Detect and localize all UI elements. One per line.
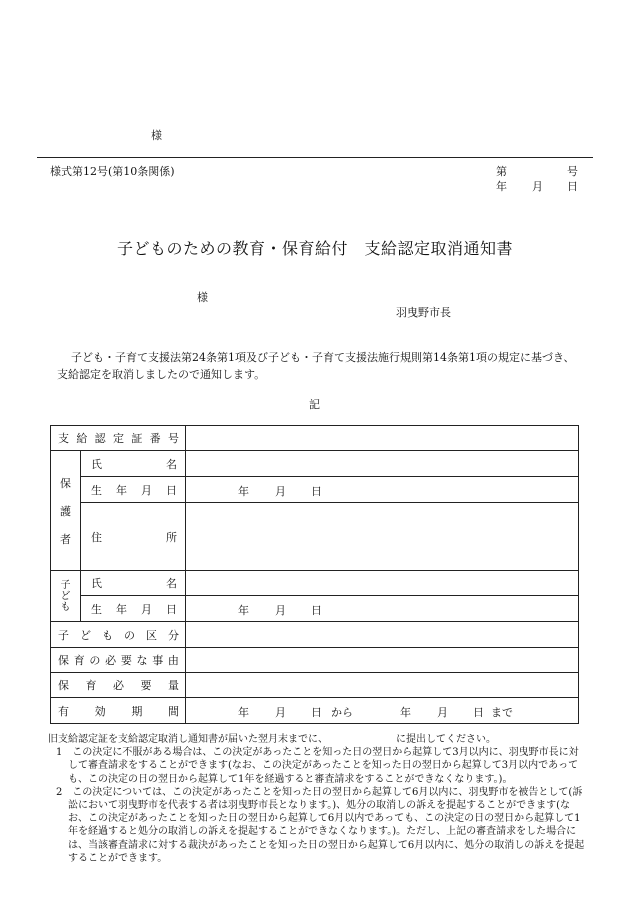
addressee-honorific: 様 [197, 291, 208, 304]
note-item-2: 2 この決定については、この決定があったことを知った日の翌日から起算して6月以内に、羽曳野市を被告として(訴訟において羽曳野市を代表する者は羽曳野市長となります。)、処分の取消しの訴えを提起することができます(なお、この決定があったことを知った日の翌日から起算して6月以内であっても、この決定の日の翌日から起算して1年を経過すると処分の取消しの訴えを提起することができなくなります。)。ただし、上記の審査請求をした場合には、当該審査請求に対する裁決があったことを知った日の翌日から起算して6月以内に、処分の取消しの訴えを提起することができます。 [56, 786, 585, 864]
label-child-name: 氏 名 [81, 571, 186, 596]
header-rule [37, 157, 593, 158]
value-care-amount [186, 673, 579, 698]
label-child-category: 子 ど も の 区 分 [51, 622, 186, 648]
row-care-reason [51, 648, 579, 673]
value-guardian-name [186, 451, 579, 477]
doc-number-dai: 第 [496, 165, 507, 178]
row-valid-period [51, 698, 579, 724]
label-cert-number: 支 給 認 定 証 番 号 [51, 426, 186, 451]
label-valid-period: 有 効 期 間 [51, 698, 186, 724]
value-child-category [186, 622, 579, 648]
value-child-name [186, 571, 579, 596]
value-cert-number [186, 426, 579, 451]
value-guardian-address [186, 503, 579, 571]
label-guardian-birth: 生 年 月 日 [81, 477, 186, 503]
row-guardian-name [51, 451, 579, 477]
label-care-reason: 保 育 の 必 要 な 事 由 [51, 648, 186, 673]
form-number: 様式第12号(第10条関係) [50, 165, 175, 178]
issue-date-day: 日 [567, 180, 578, 193]
row-child-category [51, 622, 579, 648]
label-guardian-group: 保 護 者 [51, 451, 81, 571]
notes-section [48, 733, 588, 865]
label-care-amount: 保 育 必 要 量 [51, 673, 186, 698]
label-child-group: 子 ど も [51, 571, 81, 622]
value-valid-period: 年 月 日 から 年 月 日 まで [186, 698, 579, 724]
doc-number-go: 号 [567, 165, 578, 178]
ki-heading: 記 [309, 398, 320, 411]
row-child-birth [51, 596, 579, 622]
row-child-name [51, 571, 579, 596]
value-care-reason [186, 648, 579, 673]
document-title: 子どものための教育・保育給付 支給認定取消通知書 [116, 239, 513, 258]
row-guardian-birth [51, 477, 579, 503]
value-child-birth: 年 月 日 [186, 596, 579, 622]
issue-date-year: 年 [496, 180, 507, 193]
label-child-birth: 生 年 月 日 [81, 596, 186, 622]
label-guardian-address: 住 所 [81, 503, 186, 571]
certification-table [50, 425, 579, 724]
label-guardian-name: 氏 名 [81, 451, 186, 477]
note-item-1: 1 この決定に不服がある場合は、この決定があったことを知った日の翌日から起算して3月以内に、羽曳野市長に対して審査請求をすることができます(なお、この決定があったことを知った日の翌日から起算して3月以内であっても、この決定の日の翌日から起算して1年を経過すると審査請求をすることができなくなります。)。 [56, 747, 579, 785]
issue-date-month: 月 [532, 180, 543, 193]
row-care-amount [51, 673, 579, 698]
notice-body: 子ども・子育て支援法第24条第1項及び子ども・子育て支援法施行規則第14条第1項の規定に基づき、支給認定を取消しましたので通知します。 [57, 351, 575, 381]
recipient-honorific-top: 様 [151, 129, 162, 142]
row-cert-number [51, 426, 579, 451]
issuer-name: 羽曳野市長 [396, 306, 451, 319]
note-return-cert: 旧支給認定証を支給認定取消し通知書が届いた翌月末までに、 に提出してください。 [48, 734, 496, 745]
row-guardian-address [51, 503, 579, 571]
value-guardian-birth: 年 月 日 [186, 477, 579, 503]
